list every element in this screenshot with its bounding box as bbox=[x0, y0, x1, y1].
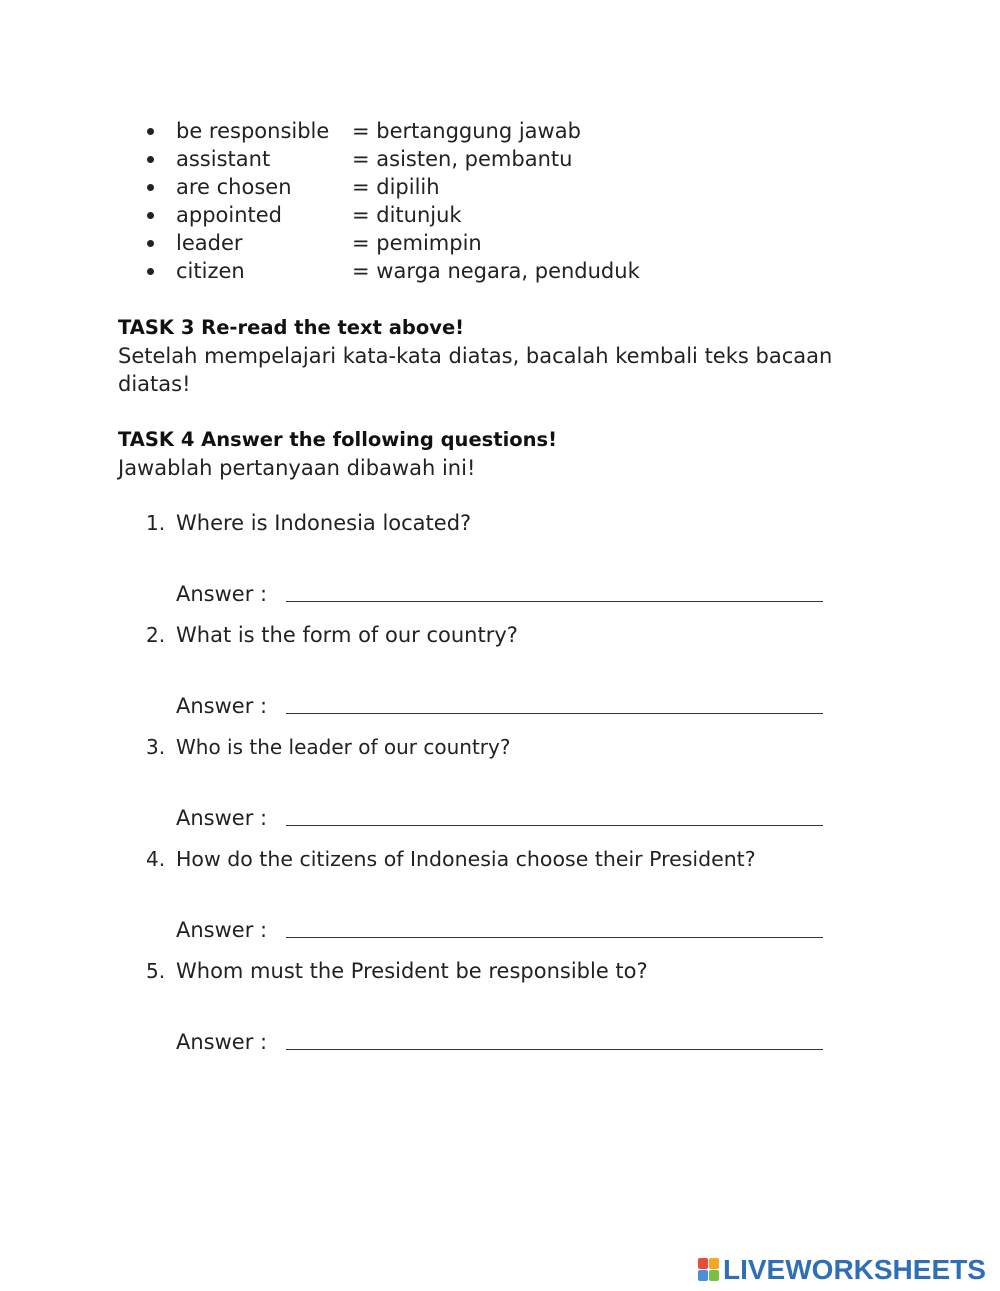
question-text: Where is Indonesia located? bbox=[176, 511, 472, 535]
question-text: Who is the leader of our country? bbox=[176, 735, 511, 759]
task3-instructions: Setelah mempelajari kata-kata diatas, bacalah kembali teks bacaan diatas! bbox=[118, 344, 833, 396]
vocabulary-meaning: = dipilih bbox=[352, 175, 440, 199]
vocabulary-term: appointed bbox=[176, 203, 283, 227]
logo-wordmark: LIVEWORKSHEETS bbox=[723, 1254, 986, 1285]
vocabulary-meaning: = pemimpin bbox=[352, 231, 482, 255]
question-number: 1. bbox=[146, 511, 166, 535]
vocabulary-item bbox=[0, 117, 1000, 145]
vocabulary-item bbox=[0, 257, 1000, 285]
bullet-icon bbox=[147, 128, 154, 135]
question-number: 4. bbox=[146, 847, 166, 871]
vocabulary-item bbox=[0, 145, 1000, 173]
vocabulary-item bbox=[0, 173, 1000, 201]
bullet-icon bbox=[147, 268, 154, 275]
answer-field[interactable] bbox=[286, 825, 823, 826]
task4-title: TASK 4 Answer the following questions! bbox=[118, 428, 558, 451]
answer-field[interactable] bbox=[286, 937, 823, 938]
question-number: 3. bbox=[146, 735, 166, 759]
answer-label: Answer : bbox=[176, 918, 268, 942]
answer-label: Answer : bbox=[176, 1030, 268, 1054]
bullet-icon bbox=[147, 184, 154, 191]
question-number: 2. bbox=[146, 623, 166, 647]
vocabulary-term: be responsible bbox=[176, 119, 330, 143]
vocabulary-item bbox=[0, 201, 1000, 229]
answer-field[interactable] bbox=[286, 713, 823, 714]
bullet-icon bbox=[147, 156, 154, 163]
liveworksheets-logo-icon bbox=[698, 1258, 720, 1282]
vocabulary-meaning: = bertanggung jawab bbox=[352, 119, 581, 143]
answer-label: Answer : bbox=[176, 806, 268, 830]
vocabulary-term: assistant bbox=[176, 147, 271, 171]
answer-field[interactable] bbox=[286, 1049, 823, 1050]
vocabulary-term: citizen bbox=[176, 259, 245, 283]
question-text: How do the citizens of Indonesia choose their President? bbox=[176, 847, 756, 871]
vocabulary-meaning: = asisten, pembantu bbox=[352, 147, 573, 171]
vocabulary-meaning: = warga negara, penduduk bbox=[352, 259, 640, 283]
answer-label: Answer : bbox=[176, 582, 268, 606]
question-number: 5. bbox=[146, 959, 166, 983]
task4-instructions: Jawablah pertanyaan dibawah ini! bbox=[118, 456, 476, 480]
answer-field[interactable] bbox=[286, 601, 823, 602]
answer-label: Answer : bbox=[176, 694, 268, 718]
vocabulary-item bbox=[0, 229, 1000, 257]
vocabulary-meaning: = ditunjuk bbox=[352, 203, 462, 227]
bullet-icon bbox=[147, 212, 154, 219]
liveworksheets-logo bbox=[698, 1254, 994, 1286]
task3-title: TASK 3 Re-read the text above! bbox=[118, 316, 465, 339]
question-text: What is the form of our country? bbox=[176, 623, 518, 647]
question-text: Whom must the President be responsible to? bbox=[176, 959, 648, 983]
bullet-icon bbox=[147, 240, 154, 247]
vocabulary-term: are chosen bbox=[176, 175, 292, 199]
vocabulary-term: leader bbox=[176, 231, 243, 255]
